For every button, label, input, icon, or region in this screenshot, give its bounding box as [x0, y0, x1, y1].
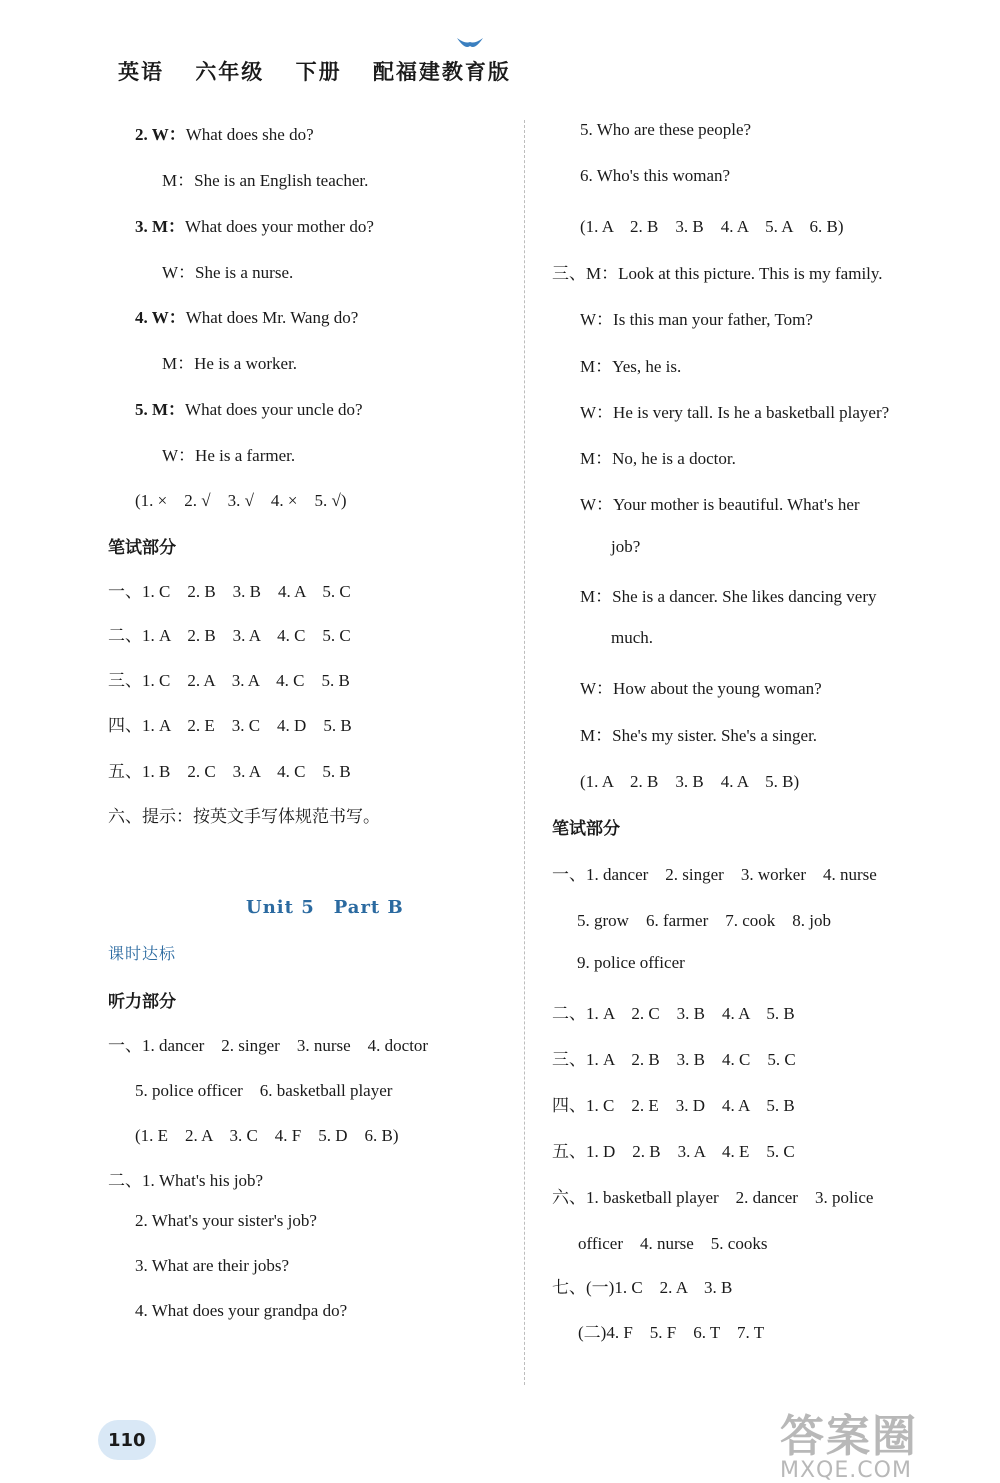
- dialog-line: M：No, he is a doctor.: [580, 449, 736, 468]
- answer-line: 5. Who are these people?: [580, 120, 752, 139]
- answer-line: 三、1. C 2. A 3. A 4. C 5. B: [108, 671, 350, 690]
- dialog-line: W：He is a farmer.: [162, 446, 296, 465]
- dialog-line: 4. W：What does Mr. Wang do?: [135, 308, 359, 327]
- answer-line: 3. What are their jobs?: [135, 1256, 290, 1275]
- dialog-line: much.: [611, 628, 654, 647]
- dialog-line: W：He is very tall. Is he a basketball player?: [580, 403, 890, 422]
- dialog-line: job?: [611, 537, 641, 556]
- answer-line: 二、1. What's his job?: [108, 1171, 264, 1190]
- answer-line: 4. What does your grandpa do?: [135, 1301, 348, 1320]
- page-header: [118, 56, 533, 86]
- answer-line: 一、1. C 2. B 3. B 4. A 5. C: [108, 582, 351, 601]
- header-grade: 六年级: [195, 60, 265, 84]
- dialog-line: 2. W：What does she do?: [135, 125, 314, 144]
- answer-line: 一、1. dancer 2. singer 3. nurse 4. doctor: [108, 1036, 429, 1055]
- watermark: [780, 1400, 918, 1483]
- unit-title: Unit 5 Part B: [246, 897, 404, 918]
- answer-line: (二)4. F 5. F 6. T 7. T: [578, 1323, 765, 1342]
- answer-line: 6. Who's this woman?: [580, 166, 731, 185]
- page-number: 110: [108, 1430, 146, 1451]
- dialog-line: W：Your mother is beautiful. What's her: [580, 495, 860, 514]
- dialog-line: W：How about the young woman?: [580, 679, 822, 698]
- answer-line: officer 4. nurse 5. cooks: [578, 1234, 768, 1253]
- answer-line: (1. E 2. A 3. C 4. F 5. D 6. B): [135, 1126, 399, 1145]
- dialog-line: M：She is an English teacher.: [162, 171, 369, 190]
- answer-line: (1. A 2. B 3. B 4. A 5. B): [580, 772, 800, 791]
- answer-line: 二、1. A 2. B 3. A 4. C 5. C: [108, 626, 351, 645]
- lesson-tag: 课时达标: [108, 944, 177, 963]
- answer-line: 5. police officer 6. basketball player: [135, 1081, 393, 1100]
- header-volume: 下册: [295, 60, 342, 84]
- dialog-line: 三、M：Look at this picture. This is my family.: [552, 264, 883, 283]
- answer-line: 2. What's your sister's job?: [135, 1211, 317, 1230]
- dialog-line: W：Is this man your father, Tom?: [580, 310, 813, 329]
- column-divider: [524, 120, 525, 1385]
- listening-section-title: 听力部分: [108, 992, 176, 1012]
- dialog-line: M：He is a worker.: [162, 354, 298, 373]
- answer-line: 9. police officer: [577, 953, 685, 972]
- answer-line: 5. grow 6. farmer 7. cook 8. job: [577, 911, 832, 930]
- written-section-title: 笔试部分: [552, 819, 620, 839]
- answer-line: 五、1. D 2. B 3. A 4. E 5. C: [552, 1142, 795, 1161]
- answer-line: 六、提示：按英文手写体规范书写。: [108, 807, 380, 826]
- answer-line: 二、1. A 2. C 3. B 4. A 5. B: [552, 1004, 795, 1023]
- watermark-logo: 答案圈: [780, 1411, 918, 1462]
- dialog-line: M：She's my sister. She's a singer.: [580, 726, 818, 745]
- answer-line: 一、1. dancer 2. singer 3. worker 4. nurse: [552, 865, 877, 884]
- answer-line: 六、1. basketball player 2. dancer 3. police: [552, 1188, 874, 1207]
- header-subject: 英语: [118, 60, 164, 84]
- dialog-line: W：She is a nurse.: [162, 263, 294, 282]
- dialog-line: 3. M：What does your mother do?: [135, 217, 374, 236]
- answer-line: 四、1. C 2. E 3. D 4. A 5. B: [552, 1096, 795, 1115]
- written-section-title: 笔试部分: [108, 538, 176, 558]
- answer-line: (1. A 2. B 3. B 4. A 5. A 6. B): [580, 217, 844, 236]
- answer-line: 七、(一)1. C 2. A 3. B: [552, 1278, 733, 1297]
- header-edition: 配福建教育版: [372, 60, 511, 84]
- answer-line: (1. × 2. √ 3. √ 4. × 5. √): [135, 491, 347, 510]
- watermark-url: MXQE.COM: [780, 1458, 912, 1483]
- dialog-line: 5. M：What does your uncle do?: [135, 400, 363, 419]
- answer-line: 五、1. B 2. C 3. A 4. C 5. B: [108, 762, 351, 781]
- bird-logo-icon: [455, 34, 485, 54]
- answer-line: 四、1. A 2. E 3. C 4. D 5. B: [108, 716, 352, 735]
- dialog-line: M：She is a dancer. She likes dancing very: [580, 587, 877, 606]
- dialog-line: M：Yes, he is.: [580, 357, 682, 376]
- answer-line: 三、1. A 2. B 3. B 4. C 5. C: [552, 1050, 796, 1069]
